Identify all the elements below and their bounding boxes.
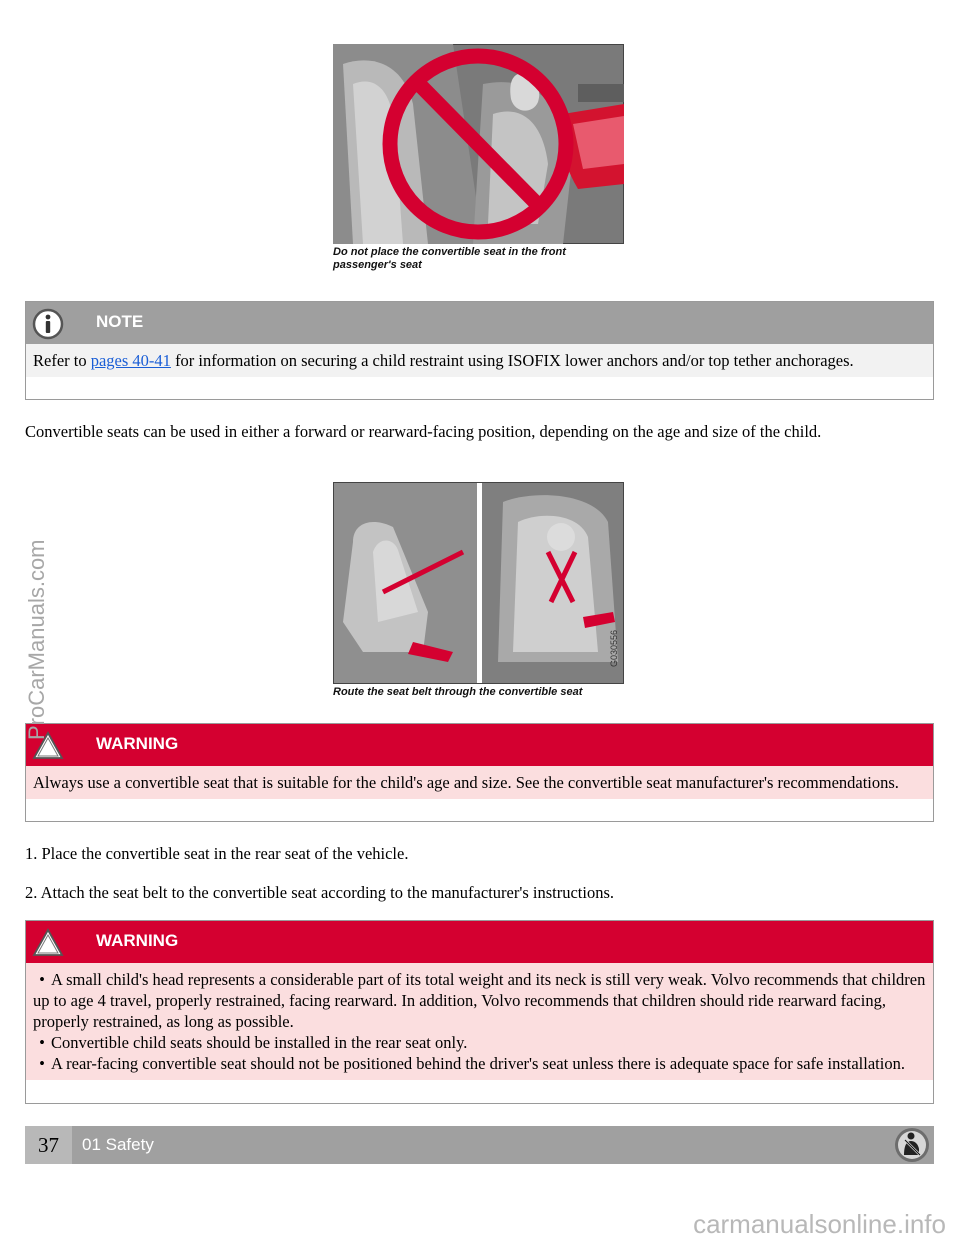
warning-title: WARNING <box>96 734 179 753</box>
warning-box <box>25 723 934 822</box>
step-2: 2. Attach the seat belt to the convertible seat according to the manufacturer's instructions. <box>25 883 614 902</box>
section-title: 01 Safety <box>82 1135 154 1154</box>
seatbelt-icon <box>894 1127 930 1163</box>
warning-header <box>26 921 933 963</box>
warning-header <box>26 724 933 766</box>
warning-triangle-icon <box>32 927 64 959</box>
side-watermark: ProCarManuals.com <box>24 539 49 740</box>
figure-ref-code: G030556 <box>609 629 619 667</box>
warning-list <box>33 969 926 1074</box>
figure-caption: Do not place the convertible seat in the front passenger's seat <box>333 246 566 271</box>
illustration-front-seat-prohibited <box>333 44 624 244</box>
page-footer <box>25 1126 934 1164</box>
warning-title: WARNING <box>96 931 179 950</box>
note-body: Refer to pages 40-41 for information on securing a child restraint using ISOFIX lower anchors and/or top tether anchorages. <box>26 344 933 377</box>
pages-link[interactable]: pages 40-41 <box>90 351 171 370</box>
figure-route-seat-belt <box>333 482 624 699</box>
illustration-seat-belt-routing <box>333 482 624 684</box>
note-title: NOTE <box>96 312 144 331</box>
note-header <box>26 302 933 344</box>
warning-body: Always use a convertible seat that is suitable for the child's age and size. See the convertible seat manufacturer's recommendations. <box>26 766 933 799</box>
step-1: 1. Place the convertible seat in the rear seat of the vehicle. <box>25 844 409 863</box>
bottom-watermark: carmanualsonline.info <box>693 1209 946 1239</box>
figure-caption: Route the seat belt through the convertible seat <box>333 686 583 698</box>
figure-no-front-seat <box>333 44 624 272</box>
warning-box-2 <box>25 920 934 1104</box>
info-icon <box>32 308 64 340</box>
list-item: • A rear-facing convertible seat should not be positioned behind the driver's seat unless there is adequate space for safe installation. <box>39 1054 905 1073</box>
list-item: • Convertible child seats should be installed in the rear seat only. <box>39 1033 468 1052</box>
warning-body <box>26 963 933 1080</box>
paragraph-convertible-seats: Convertible seats can be used in either a forward or rearward-facing position, depending on the age and size of the child. <box>25 422 822 441</box>
list-item: • A small child's head represents a considerable part of its total weight and its neck is still very weak. Volvo recommends that children up to age 4 travel, properly restrained, facing rearward. In addition, Volvo recommends that children should ride rearward facing, properly restrained, as long as possible. <box>33 970 926 1031</box>
note-box <box>25 301 934 400</box>
page-number: 37 <box>25 1126 72 1164</box>
